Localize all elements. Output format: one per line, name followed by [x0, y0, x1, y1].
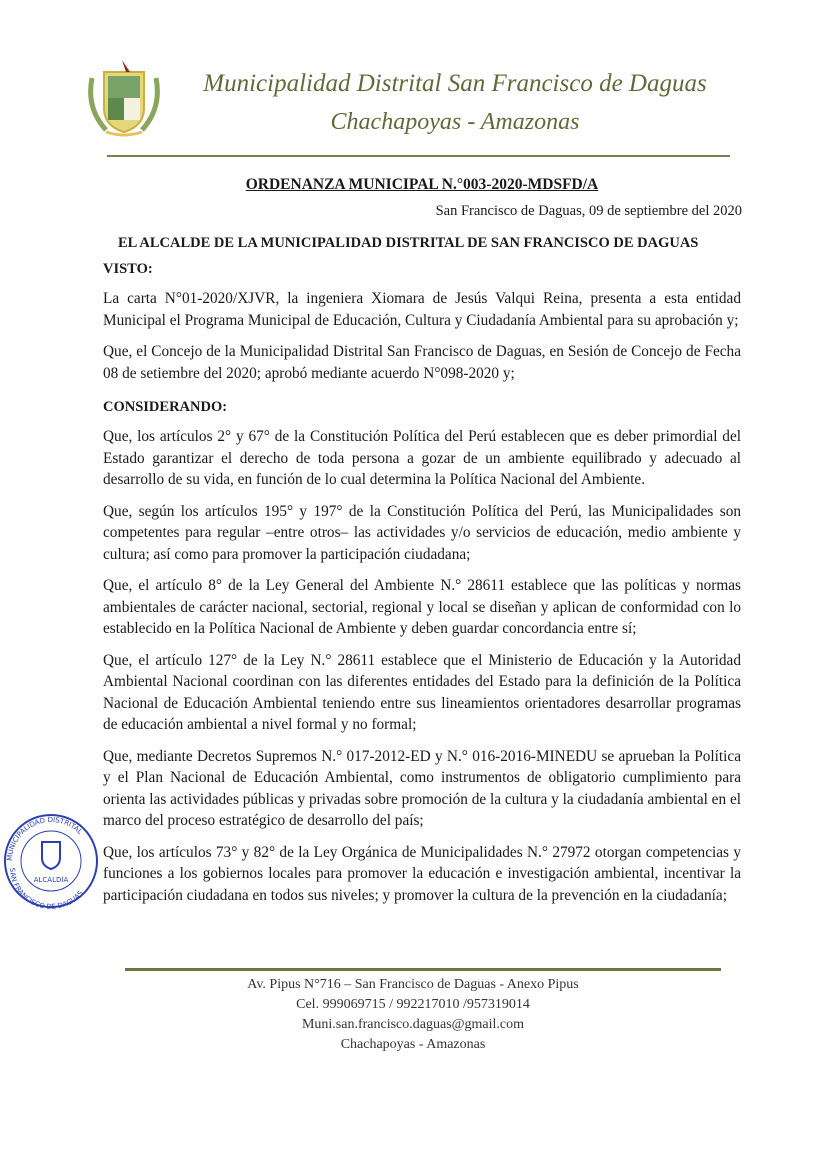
footer-location: Chachapoyas - Amazonas: [340, 1037, 486, 1052]
visto-paragraph: Que, el Concejo de la Municipalidad Distrital San Francisco de Daguas, en Sesión de Concejo de Fecha 08 de setiembre del 2020; aprobó mediante acuerdo N°098-2020 y;: [103, 343, 741, 382]
municipal-coat-of-arms-logo: [86, 58, 162, 138]
issuer-heading: EL ALCALDE DE LA MUNICIPALIDAD DISTRITAL DE SAN FRANCISCO DE DAGUAS: [118, 235, 699, 251]
considerando-paragraph: Que, el artículo 127° de la Ley N.° 28611 establece que el Ministerio de Educación y la Autoridad Ambiental Nacional coordinan con las diferentes entidades del Estado para la definición de la Política Nacional de Educación Ambiental teniendo entre sus lineamientos orientadores desarrollar programas de educación ambiental a nivel formal y no formal;: [103, 651, 741, 733]
letterhead-line2: Chachapoyas - Amazonas: [330, 109, 580, 135]
visto-heading: VISTO:: [103, 261, 153, 277]
considerando-paragraph: Que, los artículos 73° y 82° de la Ley Orgánica de Municipalidades N.° 27972 otorgan competencias y funciones a los gobiernos locales para promover la educación e investigación ambiental, incentivar la participación ciudadana en todos sus niveles; y promover la cultura de la prevención en la ciudadanía;: [103, 843, 741, 904]
considerando-paragraph: Que, según los artículos 195° y 197° de la Constitución Política del Perú, las Municipalidades son competentes para regular –entre otros– las actividades y/o servicios de educación, medio ambiente y cultura; así como para promover la participación ciudadana;: [103, 502, 741, 563]
visto-paragraph: La carta N°01-2020/XJVR, la ingeniera Xiomara de Jesús Valqui Reina, presenta a esta entidad Municipal el Programa Municipal de Educación, Cultura y Ciudadanía Ambiental para su aprobación y;: [103, 290, 741, 329]
document-body: [103, 176, 741, 906]
municipal-seal-stamp: [2, 812, 100, 910]
svg-text:ALCALDIA: ALCALDIA: [33, 876, 69, 884]
letterhead-line1: Municipalidad Distrital San Francisco de Daguas: [203, 70, 707, 97]
footer-phones: Cel. 999069715 / 992217010 /957319014: [296, 997, 530, 1012]
considerando-paragraph: Que, los artículos 2° y 67° de la Constitución Política del Perú establecen que es deber primordial del Estado garantizar el derecho de toda persona a gozar de un ambiente equilibrado y adecuado al desarrollo de su vida, en función de lo cual determina la Política Nacional del Ambiente.: [103, 428, 741, 488]
considerando-paragraph: Que, mediante Decretos Supremos N.° 017-2012-ED y N.° 016-2016-MINEDU se aprueban la Política y el Plan Nacional de Educación Ambiental, como instrumentos de obligatorio cumplimiento para orienta las actividades públicas y privadas sobre promoción de la cultura y la ciudadanía ambiental en el marco del proceso estratégico de desarrollo del país;: [103, 747, 741, 829]
footer-address: Av. Pipus N°716 – San Francisco de Daguas - Anexo Pipus: [247, 977, 579, 992]
considerando-paragraph: Que, el artículo 8° de la Ley General del Ambiente N.° 28611 establece que las políticas y normas ambientales de carácter nacional, sectorial, regional y local se diseñan y aplican de conformidad con lo establecido en la Política Nacional de Ambiente y deben guardar concordancia entre sí;: [103, 577, 741, 637]
svg-text:MUNICIPALIDAD DISTRITAL: MUNICIPALIDAD DISTRITAL: [5, 815, 84, 862]
header-divider: [107, 155, 730, 157]
footer: [0, 975, 826, 1055]
footer-email: Muni.san.francisco.daguas@gmail.com: [301, 1017, 525, 1032]
considerando-heading: CONSIDERANDO:: [103, 399, 228, 415]
document-title: ORDENANZA MUNICIPAL N.°003-2020-MDSFD/A: [245, 176, 599, 193]
svg-text:SAN FRANCISCO DE DAGUAS: SAN FRANCISCO DE DAGUAS: [7, 867, 85, 910]
footer-divider: [125, 968, 721, 971]
document-date: San Francisco de Daguas, 09 de septiembre del 2020: [435, 203, 742, 219]
